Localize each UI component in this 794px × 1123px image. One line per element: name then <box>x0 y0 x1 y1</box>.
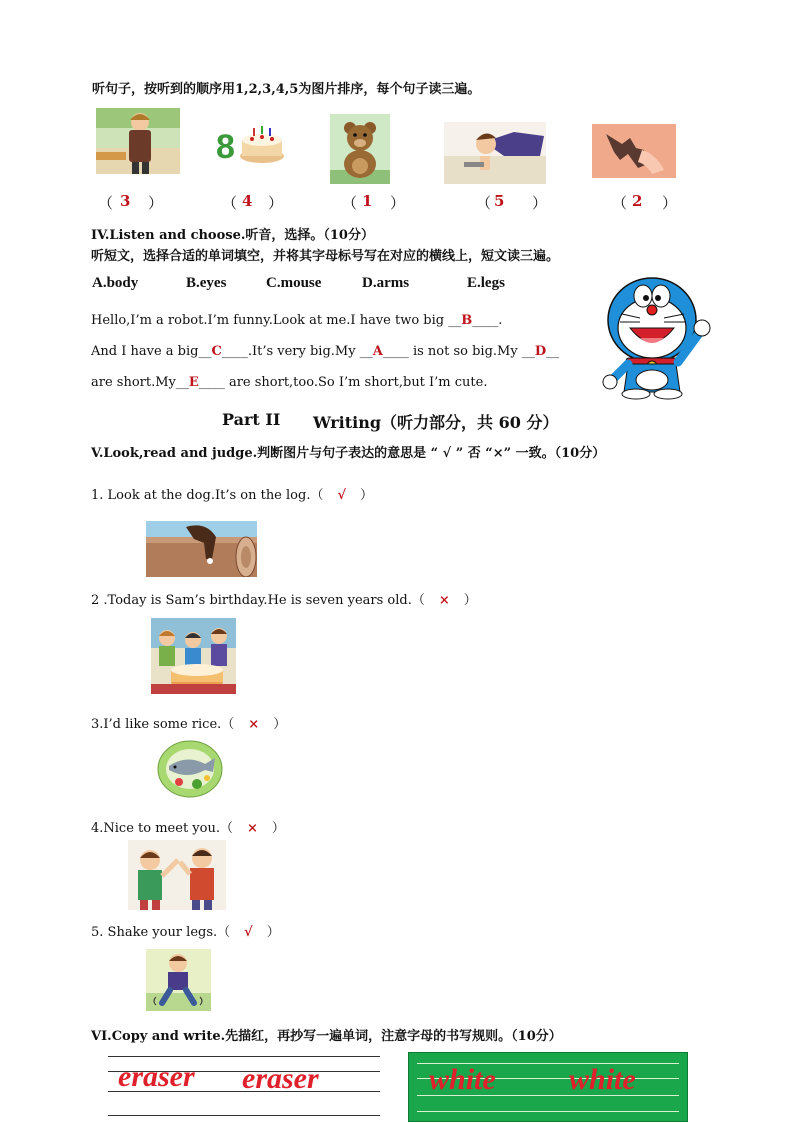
listen-order-instruction: 听句子，按听到的顺序用1,2,3,4,5为图片排序，每个句子读三遍。 <box>92 82 481 97</box>
answer-open-2: （ <box>222 194 238 212</box>
judge-item-4-close: ） <box>271 821 285 836</box>
passage-blank-3: A <box>372 344 383 359</box>
passage-line-1 <box>91 313 502 328</box>
passage-line-3 <box>91 375 487 390</box>
copy-word-white-1: white <box>429 1063 496 1096</box>
judge-item-2-answer: × <box>438 593 450 608</box>
judge-item-1-text: 1. Look at the dog.It’s on the log.（ <box>91 488 324 503</box>
passage-line-2 <box>91 344 559 359</box>
copy-line-left-4 <box>108 1115 380 1116</box>
picture-hand-shadow <box>592 124 676 178</box>
judge-item-4 <box>91 817 285 836</box>
section-iv-instruction: 听短文，选择合适的单词填空，并将其字母标号写在对应的横线上，短文读三遍。 <box>91 249 560 264</box>
picture-eight-cake <box>214 120 286 166</box>
judge-item-5-text: 5. Shake your legs.（ <box>91 925 231 940</box>
judge-item-1-answer: √ <box>337 488 346 503</box>
answer-close-3: ） <box>390 194 406 212</box>
judge-item-3-answer: × <box>248 717 260 732</box>
answer-close-1: ） <box>148 194 164 212</box>
copy-word-eraser-1: eraser <box>118 1060 195 1093</box>
answer-value-3: 1 <box>362 192 373 210</box>
copy-word-eraser-2: eraser <box>242 1062 319 1095</box>
answer-value-1: 3 <box>120 192 131 210</box>
passage-line-2-text-a: And I have a big__ <box>91 344 212 359</box>
answer-open-1: （ <box>98 194 114 212</box>
part-2-title: Part II <box>222 410 281 429</box>
answer-close-4: ） <box>532 194 548 212</box>
passage-blank-1: B <box>461 313 473 328</box>
answer-close-2: ） <box>268 194 284 212</box>
option-a: A.body <box>92 275 139 291</box>
picture-boy-shaking-legs <box>146 949 211 1011</box>
judge-item-3 <box>91 713 286 732</box>
copy-board-right <box>408 1052 688 1122</box>
robot-cartoon-picture <box>600 272 712 400</box>
picture-boy-kitchen <box>96 108 180 174</box>
answer-open-5: （ <box>612 194 628 212</box>
judge-item-1 <box>91 484 373 503</box>
judge-item-5 <box>91 921 280 940</box>
judge-item-2-text: 2 .Today is Sam’s birthday.He is seven years old.（ <box>91 593 425 608</box>
part-2-subtitle: Writing（听力部分，共 60 分） <box>313 413 559 432</box>
judge-item-4-answer: × <box>246 821 258 836</box>
section-v-heading: V.Look,read and judge.判断图片与句子表达的意思是 “ √ ” 否 “×” 一致。（10分） <box>91 446 606 461</box>
passage-line-3-text-a: are short.My__ <box>91 375 189 390</box>
judge-item-3-text: 3.I’d like some rice.（ <box>91 717 235 732</box>
passage-line-2-text-d: __ <box>546 344 560 359</box>
option-b: B.eyes <box>186 275 227 291</box>
answer-value-5: 2 <box>632 192 643 210</box>
judge-item-5-close: ） <box>266 925 280 940</box>
passage-line-2-text-b: ____.It’s very big.My __ <box>221 344 373 359</box>
section-vi-heading: VI.Copy and write.先描红，再抄写一遍单词，注意字母的书写规则。（10分） <box>91 1029 562 1044</box>
passage-line-1-text-b: ____. <box>472 313 503 328</box>
judge-item-2-close: ） <box>463 593 477 608</box>
passage-line-3-text-b: ____ are short,too.So I’m short,but I’m cute. <box>198 375 488 390</box>
answer-open-3: （ <box>342 194 358 212</box>
judge-item-3-close: ） <box>273 717 287 732</box>
option-c: C.mouse <box>266 275 322 291</box>
picture-fish-plate <box>157 740 223 798</box>
section-iv-heading: IV.Listen and choose.听音，选择。（10分） <box>91 228 374 243</box>
judge-item-2 <box>91 589 477 608</box>
judge-item-5-answer: √ <box>244 925 253 940</box>
svg-text:8: 8 <box>216 128 235 166</box>
passage-blank-2: C <box>211 344 222 359</box>
judge-item-4-text: 4.Nice to meet you.（ <box>91 821 233 836</box>
option-d: D.arms <box>362 275 410 291</box>
picture-teddy-bear <box>330 114 390 184</box>
answer-close-5: ） <box>662 194 678 212</box>
picture-birthday-party <box>151 618 236 694</box>
passage-line-2-text-c: ____ is not so big.My __ <box>382 344 535 359</box>
picture-dog-on-log <box>146 521 257 577</box>
passage-blank-4: D <box>534 344 547 359</box>
option-e: E.legs <box>467 275 505 291</box>
answer-open-4: （ <box>476 194 492 212</box>
copy-word-white-2: white <box>569 1063 636 1096</box>
judge-item-1-close: ） <box>360 488 374 503</box>
answer-value-2: 4 <box>242 192 253 210</box>
copy-line-right-4 <box>417 1111 679 1112</box>
copy-line-left-1 <box>108 1056 380 1057</box>
picture-boy-crawling <box>444 122 546 184</box>
answer-value-4: 5 <box>494 192 505 210</box>
picture-children-greeting <box>128 840 226 910</box>
passage-blank-5: E <box>188 375 199 390</box>
passage-line-1-text-a: Hello,I’m a robot.I’m funny.Look at me.I have two big __ <box>91 313 462 328</box>
